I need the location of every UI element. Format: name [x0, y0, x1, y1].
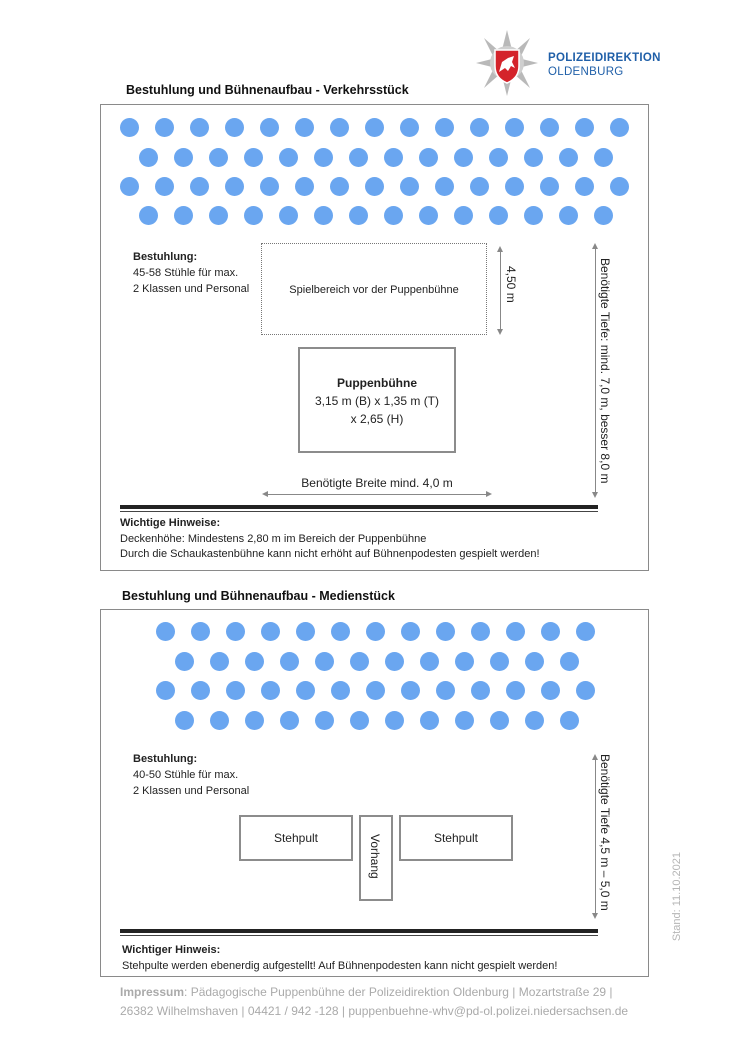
police-star-icon — [474, 28, 540, 98]
section1-notes-title: Wichtige Hinweise: — [120, 517, 221, 529]
puppet-stage-dim2: x 2,65 (H) — [350, 412, 404, 426]
chair-icon — [455, 652, 474, 671]
chair-icon — [435, 177, 454, 196]
chair-icon — [420, 652, 439, 671]
chair-icon — [226, 681, 245, 700]
chair-icon — [366, 681, 385, 700]
chair-icon — [261, 622, 280, 641]
chair-icon — [120, 177, 139, 196]
chair-icon — [331, 622, 350, 641]
chair-icon — [524, 206, 543, 225]
chair-icon — [155, 118, 174, 137]
chair-icon — [541, 681, 560, 700]
section1-note2: Durch die Schaukastenbühne kann nicht erhöht auf Bühnenpodesten gespielt werden! — [120, 548, 540, 560]
chair-icon — [470, 177, 489, 196]
chair-icon — [244, 206, 263, 225]
play-depth-arrow — [500, 248, 501, 333]
chair-icon — [420, 711, 439, 730]
chair-icon — [576, 622, 595, 641]
chair-icon — [505, 118, 524, 137]
arrowhead-up-icon — [497, 246, 503, 252]
play-area-label: Spielbereich vor der Puppenbühne — [289, 284, 459, 296]
chair-icon — [575, 118, 594, 137]
chair-icon — [174, 148, 193, 167]
chair-icon — [261, 681, 280, 700]
stage-floor-2 — [120, 929, 598, 933]
section2-note1: Stehpulte werden ebenerdig aufgestellt! Auf Bühnenpodesten kann nicht gespielt werden! — [122, 960, 558, 972]
chair-icon — [455, 711, 474, 730]
arrowhead-right-icon — [486, 491, 492, 497]
depth-arrow-2 — [595, 757, 596, 917]
chair-icon — [436, 681, 455, 700]
arrowhead-down-icon — [497, 329, 503, 335]
arrowhead-down-icon — [592, 492, 598, 498]
chair-icon — [191, 622, 210, 641]
chair-icon — [384, 148, 403, 167]
stage-floor-1 — [120, 505, 598, 509]
chair-icon — [506, 681, 525, 700]
chair-icon — [559, 148, 578, 167]
section1-seating-label: Bestuhlung: — [133, 251, 198, 263]
width-label: Benötigte Breite mind. 4,0 m — [301, 476, 453, 490]
chair-icon — [225, 118, 244, 137]
chair-icon — [436, 622, 455, 641]
arrowhead-down-icon — [592, 913, 598, 919]
chair-icon — [349, 206, 368, 225]
chair-icon — [384, 206, 403, 225]
chair-icon — [209, 148, 228, 167]
chair-icon — [174, 206, 193, 225]
chair-icon — [366, 622, 385, 641]
arrowhead-up-icon — [592, 243, 598, 249]
chair-icon — [470, 118, 489, 137]
chair-icon — [296, 681, 315, 700]
chair-icon — [471, 622, 490, 641]
chair-icon — [226, 622, 245, 641]
chair-icon — [419, 148, 438, 167]
chair-icon — [315, 711, 334, 730]
chair-icon — [490, 652, 509, 671]
section1-note1: Deckenhöhe: Mindestens 2,80 m im Bereich der Puppenbühne — [120, 533, 427, 545]
chair-icon — [576, 681, 595, 700]
chair-icon — [349, 148, 368, 167]
chair-icon — [175, 652, 194, 671]
chair-icon — [350, 652, 369, 671]
chair-icon — [350, 711, 369, 730]
footer-line1 — [120, 985, 613, 999]
chair-icon — [401, 622, 420, 641]
section1-seating-line2: 2 Klassen und Personal — [133, 283, 250, 295]
chair-icon — [560, 652, 579, 671]
chair-icon — [244, 148, 263, 167]
chair-icon — [471, 681, 490, 700]
chair-icon — [295, 118, 314, 137]
chair-icon — [489, 206, 508, 225]
section2-seating-line2: 2 Klassen und Personal — [133, 785, 250, 797]
lectern-right-label: Stehpult — [433, 831, 479, 845]
chair-icon — [525, 711, 544, 730]
chair-icon — [296, 622, 315, 641]
chair-icon — [610, 118, 629, 137]
puppet-stage-dim1: 3,15 m (B) x 1,35 m (T) — [314, 394, 440, 408]
chair-icon — [225, 177, 244, 196]
chair-icon — [280, 711, 299, 730]
chair-icon — [279, 206, 298, 225]
play-depth-label: 4,50 m — [504, 266, 518, 303]
chair-icon — [279, 148, 298, 167]
chair-icon — [315, 652, 334, 671]
section2-notes-title: Wichtiger Hinweis: — [122, 944, 221, 956]
chair-icon — [385, 711, 404, 730]
chair-icon — [175, 711, 194, 730]
chair-icon — [314, 148, 333, 167]
chair-icon — [540, 177, 559, 196]
depth-label-2: Benötigte Tiefe 4,5 m – 5,0 m — [598, 754, 612, 911]
chair-icon — [560, 711, 579, 730]
section2-title: Bestuhlung und Bühnenaufbau - Medienstück — [122, 589, 395, 603]
chair-icon — [525, 652, 544, 671]
chair-icon — [190, 118, 209, 137]
chair-icon — [260, 118, 279, 137]
chair-icon — [155, 177, 174, 196]
chair-icon — [454, 206, 473, 225]
logo — [474, 28, 661, 98]
stage-floor-2-shadow — [120, 935, 598, 936]
logo-text-line2: OLDENBURG — [548, 66, 624, 78]
chair-icon — [156, 681, 175, 700]
chair-icon — [400, 177, 419, 196]
chair-icon — [489, 148, 508, 167]
section2-seating-label: Bestuhlung: — [133, 753, 198, 765]
chair-icon — [190, 177, 209, 196]
depth-label-1: Benötigte Tiefe: mind. 7,0 m, besser 8,0 m — [598, 258, 612, 484]
chair-icon — [331, 681, 350, 700]
chair-icon — [505, 177, 524, 196]
chair-icon — [260, 177, 279, 196]
chair-icon — [506, 622, 525, 641]
chair-icon — [295, 177, 314, 196]
chair-icon — [210, 711, 229, 730]
section1-seating-line1: 45-58 Stühle für max. — [133, 267, 239, 279]
section2-seating-line1: 40-50 Stühle für max. — [133, 769, 239, 781]
chair-icon — [280, 652, 299, 671]
chair-icon — [385, 652, 404, 671]
chair-icon — [365, 118, 384, 137]
arrowhead-left-icon — [262, 491, 268, 497]
chair-icon — [594, 206, 613, 225]
chair-icon — [209, 206, 228, 225]
chair-icon — [245, 711, 264, 730]
chair-icon — [541, 622, 560, 641]
date-stamp: Stand: 11.10.2021 — [671, 852, 683, 942]
section1-title: Bestuhlung und Bühnenaufbau - Verkehrsstück — [126, 83, 409, 97]
lectern-left-label: Stehpult — [273, 831, 319, 845]
chair-icon — [191, 681, 210, 700]
logo-text-line1: POLIZEIDIREKTION — [548, 52, 661, 64]
chair-icon — [594, 148, 613, 167]
chair-icon — [156, 622, 175, 641]
chair-icon — [245, 652, 264, 671]
chair-icon — [540, 118, 559, 137]
impressum-label: Impressum — [120, 985, 185, 999]
chair-icon — [314, 206, 333, 225]
chair-icon — [365, 177, 384, 196]
chair-icon — [401, 681, 420, 700]
chair-icon — [435, 118, 454, 137]
chair-icon — [610, 177, 629, 196]
width-arrow — [266, 494, 488, 495]
chair-icon — [524, 148, 543, 167]
curtain-label: Vorhang — [368, 834, 382, 879]
footer-line2: 26382 Wilhelmshaven | 04421 / 942 -128 | puppenbuehne-whv@pd-ol.polizei.niedersachsen.de — [120, 1004, 629, 1018]
puppet-stage-title: Puppenbühne — [337, 376, 417, 390]
chair-icon — [575, 177, 594, 196]
chair-icon — [139, 206, 158, 225]
chair-icon — [210, 652, 229, 671]
chair-icon — [139, 148, 158, 167]
chair-icon — [400, 118, 419, 137]
chair-icon — [559, 206, 578, 225]
chair-icon — [330, 118, 349, 137]
chair-icon — [120, 118, 139, 137]
section1-frame — [100, 104, 649, 571]
footer-line1-text: : Pädagogische Puppenbühne der Polizeidirektion Oldenburg | Mozartstraße 29 | — [184, 985, 613, 999]
chair-icon — [490, 711, 509, 730]
chair-icon — [419, 206, 438, 225]
stage-floor-1-shadow — [120, 511, 598, 512]
depth-arrow-1 — [595, 246, 596, 496]
chair-icon — [330, 177, 349, 196]
chair-icon — [454, 148, 473, 167]
